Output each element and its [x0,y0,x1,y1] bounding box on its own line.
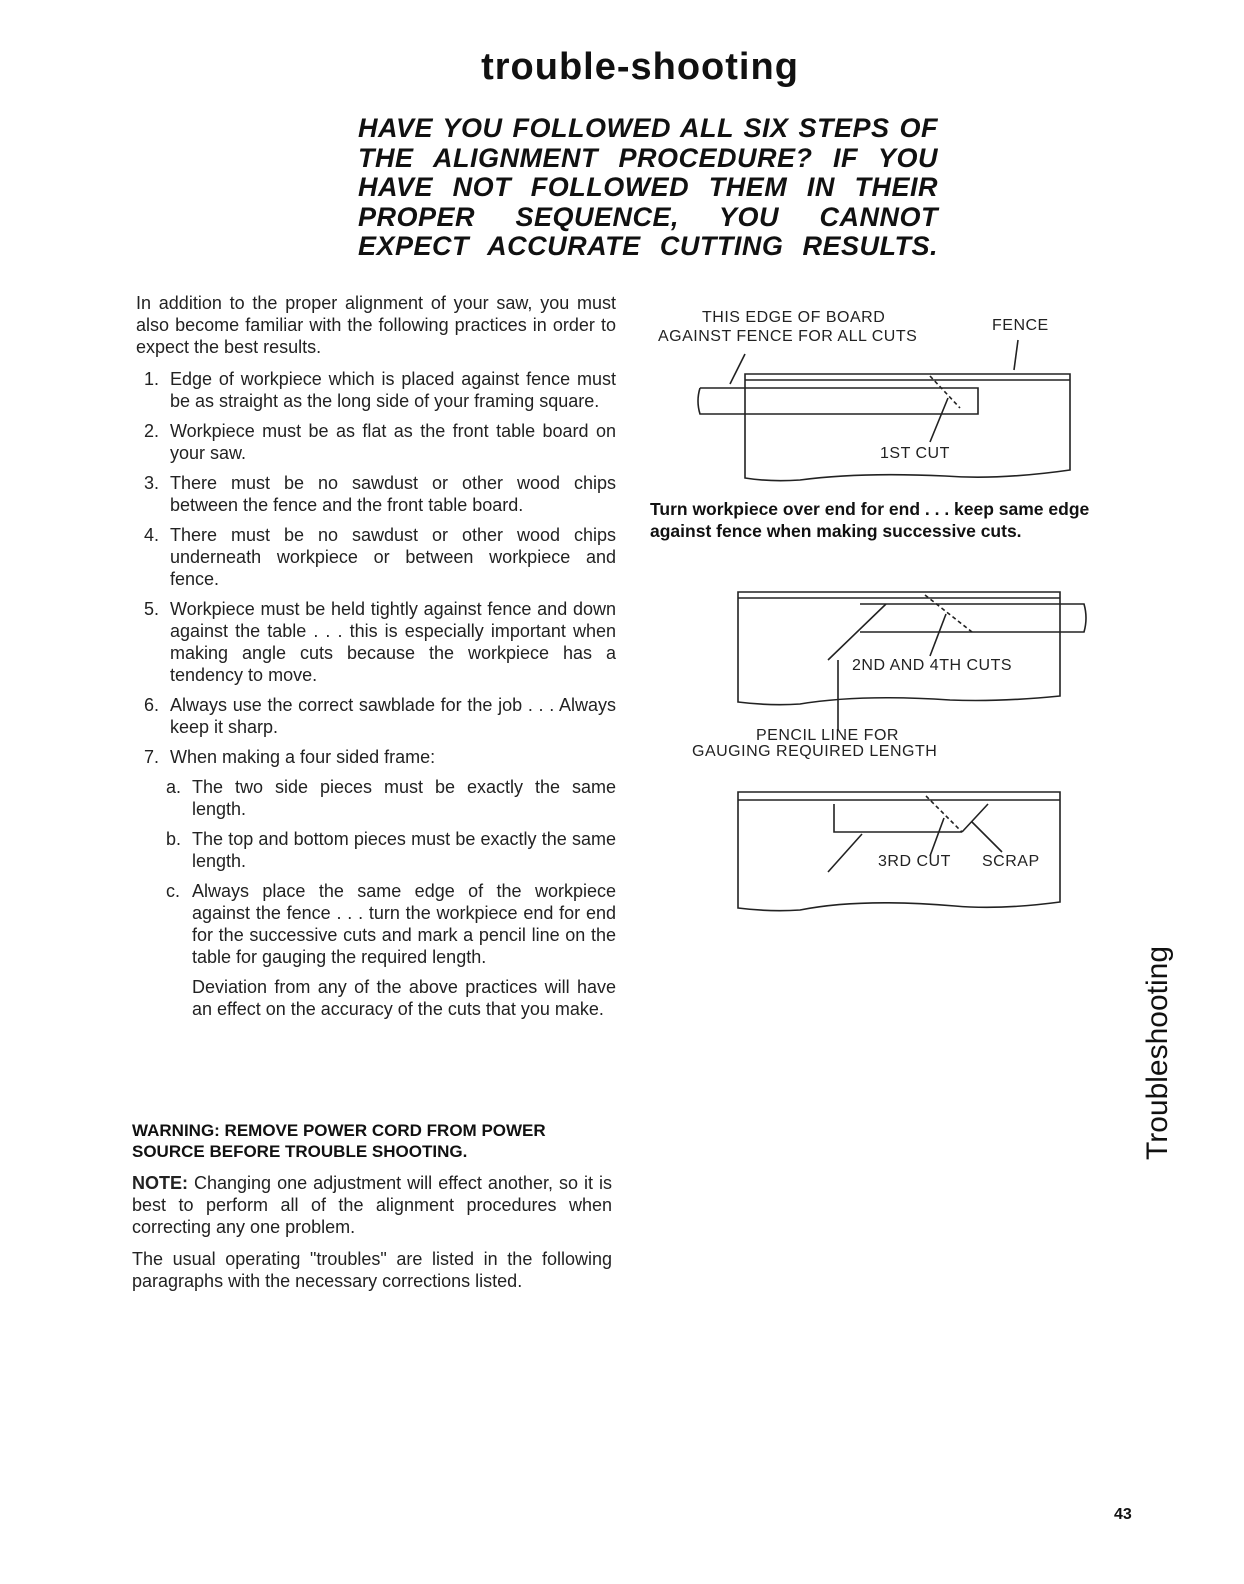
item-text: Always use the correct sawblade for the job . . . Always keep it sharp. [170,695,616,737]
practices-column [136,292,616,1028]
item-number: 1. [144,369,160,389]
item-text: There must be no sawdust or other wood chips underneath workpiece or between workpiece and fence. [170,525,616,589]
callout-line: EXPECT ACCURATE CUTTING RESULTS. [358,231,938,261]
item-number: 6. [144,695,160,715]
section-tab: Troubleshooting [1141,945,1174,1160]
intro-paragraph: In addition to the proper alignment of your saw, you must also become familiar with the following practices in order to expect the best results. [136,293,616,357]
list-item [136,746,616,1020]
item-number: 2. [144,421,160,441]
item-number: b. [166,829,182,849]
fence-outline [745,374,1070,481]
callout-line: HAVE NOT FOLLOWED THEM IN THEIR [358,172,938,202]
edge-label-line1: THIS EDGE OF BOARD [702,309,886,326]
list-item [166,880,616,968]
item-text: Always place the same edge of the workpiece against the fence . . . turn the workpiece end for end for the successive cuts and mark a pencil line on the table for gauging the required length. [192,881,616,967]
list-item [136,420,616,464]
list-item [166,776,616,820]
leader-line [828,834,862,872]
frame-steps-list [166,776,616,968]
practices-list [136,368,616,1020]
list-item [136,472,616,516]
leader-line [930,398,948,442]
workpiece-board [834,804,962,832]
warning-text: WARNING: REMOVE POWER CORD FROM POWER SOURCE BEFORE TROUBLE SHOOTING. [132,1121,546,1161]
fence-outline [738,592,1060,705]
third-cut-label: 3RD CUT [878,853,951,870]
figure-third-cut [738,792,1060,911]
item-number: 5. [144,599,160,619]
item-text: The two side pieces must be exactly the same length. [192,777,616,819]
workpiece-board [860,604,1086,632]
usual-paragraph: The usual operating "troubles" are listed in the following paragraphs with the necessary corrections listed. [132,1249,612,1291]
diagram-caption: Turn workpiece over end for end . . . keep same edge against fence when making successive cuts. [650,499,1090,541]
edge-label-line2: AGAINST FENCE FOR ALL CUTS [658,328,918,345]
cut-line [930,376,960,408]
list-item [166,828,616,872]
scrap-label: SCRAP [982,853,1040,870]
cut-line [925,595,972,632]
figure-first-cut [698,340,1070,481]
alignment-callout [358,114,938,262]
fence-outline [738,792,1060,911]
pencil-label-line2: GAUGING REQUIRED LENGTH [692,743,938,760]
page-number: 43 [1114,1506,1132,1523]
list-item [136,598,616,686]
callout-line: THE ALIGNMENT PROCEDURE? IF YOU [358,142,938,173]
first-cut-label: 1ST CUT [880,445,950,462]
leader-line [1014,340,1018,370]
second-fourth-cuts-label: 2ND AND 4TH CUTS [852,657,1013,674]
deviation-paragraph: Deviation from any of the above practices will have an effect on the accuracy of the cuts that you make. [192,977,616,1019]
item-number: 3. [144,473,160,493]
leader-line [930,614,946,656]
item-text: Workpiece must be held tightly against fence and down against the table . . . this is especially important when making angle cuts because the workpiece has a tendency to move. [170,599,616,685]
item-text: Edge of workpiece which is placed against fence must be as straight as the long side of your framing square. [170,369,616,411]
callout-line: HAVE YOU FOLLOWED ALL SIX STEPS OF [358,113,938,143]
item-number: a. [166,777,182,797]
leader-line [730,354,745,384]
angle-line [828,604,886,660]
item-text: The top and bottom pieces must be exactly the same length. [192,829,616,871]
leader-line [972,822,1002,852]
item-text: Workpiece must be as flat as the front table board on your saw. [170,421,616,463]
figure-second-fourth-cuts [738,592,1086,730]
item-text: There must be no sawdust or other wood chips between the fence and the front table board. [170,473,616,515]
list-item [136,524,616,590]
leader-line [930,818,944,856]
page-title: trouble-shooting [481,46,799,88]
pencil-label-line1: PENCIL LINE FOR [756,727,899,744]
note-paragraph [132,1172,612,1238]
note-label: NOTE: [132,1173,188,1193]
item-number: c. [166,881,181,901]
notes-section [132,1172,612,1302]
scrap-line [962,804,988,832]
list-item [136,694,616,738]
callout-line: PROPER SEQUENCE, YOU CANNOT [358,201,938,232]
list-item [136,368,616,412]
workpiece-board [698,388,978,414]
item-text: When making a four sided frame: [170,747,436,767]
item-number: 7. [144,747,160,767]
note-text: Changing one adjustment will effect another, so it is best to perform all of the alignment procedures when correcting any one problem. [132,1173,612,1237]
cut-line [926,796,962,832]
item-number: 4. [144,525,160,545]
fence-label: FENCE [992,317,1049,334]
